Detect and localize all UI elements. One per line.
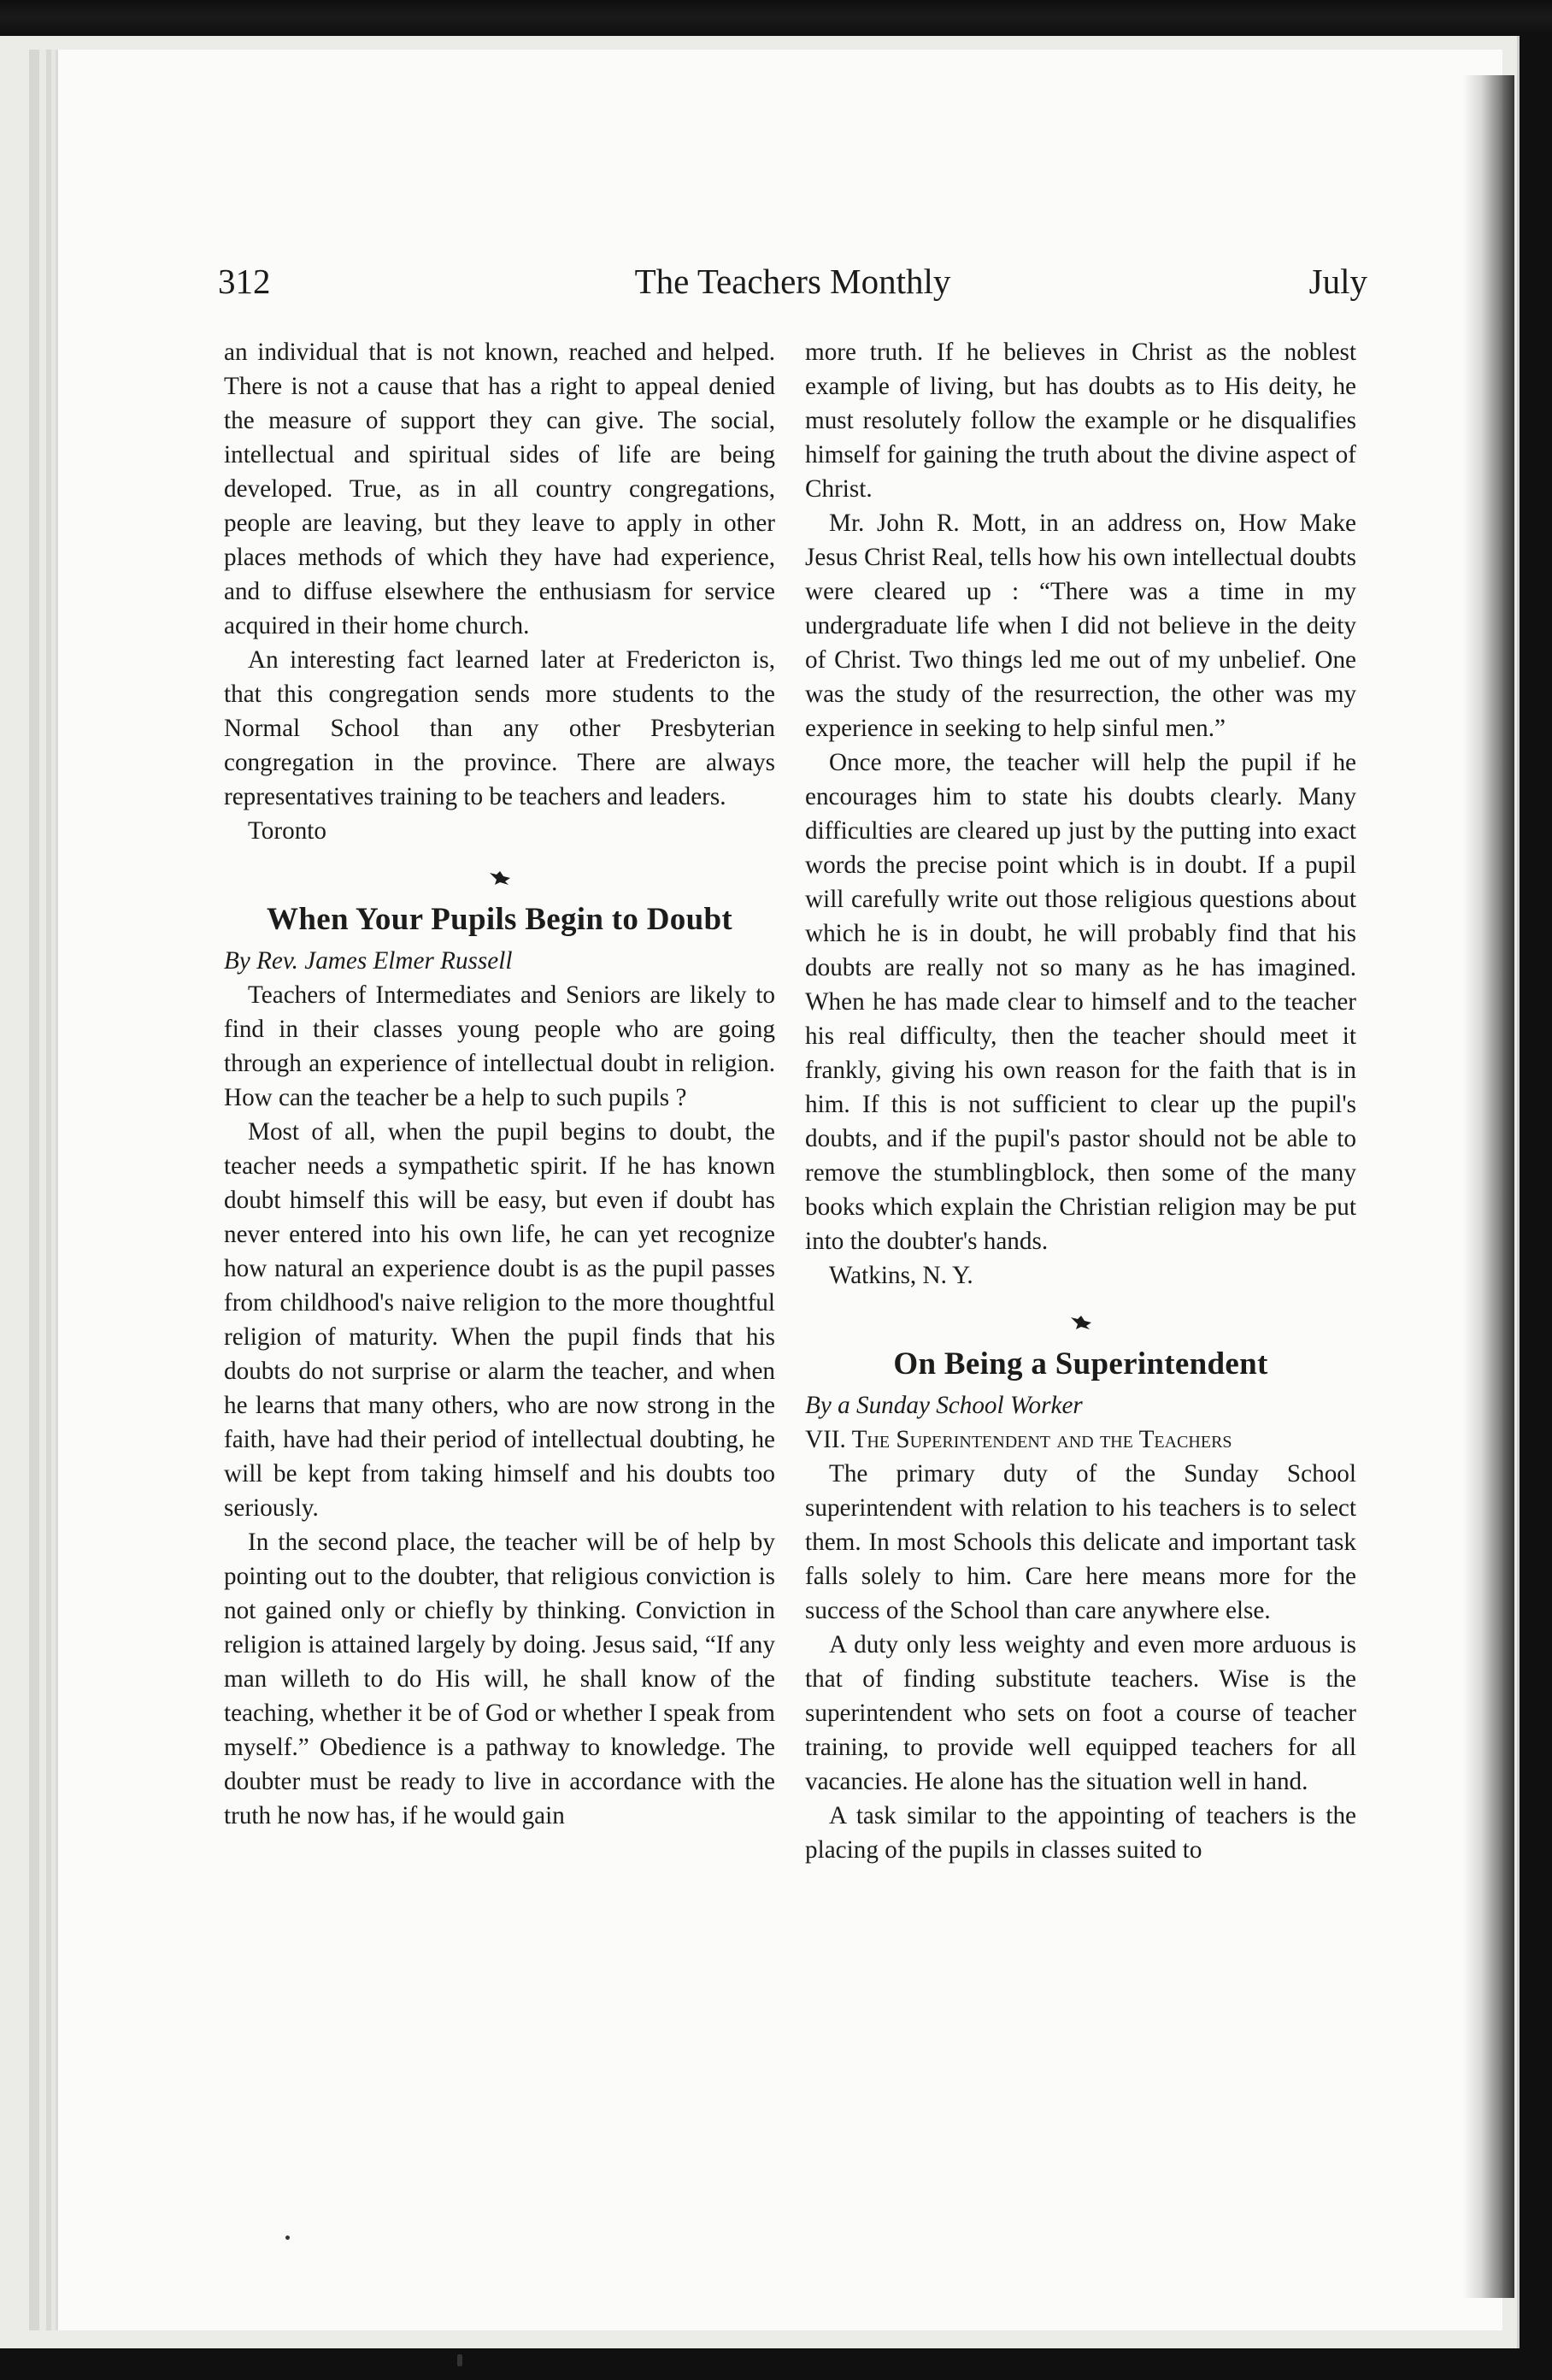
right-column <box>805 335 1356 1867</box>
paragraph: A duty only less weighty and even more arduous is that of finding substitute teachers. Wise is the superintendent who sets on foot a course of teacher training, to provide well equipped teachers for all vacancies. He alone has the situation well in hand. <box>805 1631 1356 1795</box>
paragraph: Teachers of Intermediates and Seniors are likely to find in their classes young people who are going through an experience of intellectual doubt in religion. How can the teacher be a help to such pupils ? <box>224 981 775 1111</box>
page-edge-shadow <box>1463 75 1514 2298</box>
publication-title: The Teachers Monthly <box>634 262 951 301</box>
scan-speck <box>457 2354 462 2366</box>
signoff: Toronto <box>248 817 326 845</box>
article-title: On Being a Superintendent <box>893 1346 1268 1381</box>
paragraph: In the second place, the teacher will be of help by pointing out to the doubter, that religious conviction is not gained only or chiefly by thinking. Conviction in religion is attained largely by doing. Jesus said, “If any man willeth to do His will, he shall know of the teaching, whether it be of God or whether I speak from myself.” Obedience is a pathway to knowledge. The doubter must be ready to live in accordance with the truth he now has, if he would gain <box>224 1529 775 1829</box>
paragraph: An interesting fact learned later at Fredericton is, that this congregation sends more students to the Normal School than any other Presbyterian congregation in the province. There are always representatives training to be teachers and leaders. <box>224 646 775 810</box>
byline: By Rev. James Elmer Russell <box>224 947 513 975</box>
paragraph: more truth. If he believes in Christ as the noblest example of living, but has doubts as to His deity, he must resolutely follow the example or he disqualifies himself for gaining the truth about the divine aspect of Christ. <box>805 339 1356 503</box>
running-header <box>218 261 1367 309</box>
paragraph: Most of all, when the pupil begins to doubt, the teacher needs a sympathetic spirit. If he has known doubt himself this will be easy, but even if doubt has never entered into his own life, he can yet recognize how natural an experience doubt is as the pupil passes from childhood's naive religion to the more thoughtful religion of maturity. When the pupil finds that his doubts do not surprise or alarm the teacher, and when he learns that many others, who are now strong in the faith, have had their period of intellectual doubting, he will be kept from taking himself and his doubts too seriously. <box>224 1118 775 1522</box>
paragraph: Once more, the teacher will help the pupil if he encourages him to state his doubts clearly. Many difficulties are cleared up just by the putting into exact words the precise point which is in doubt. If a pupil will carefully write out those religious questions about which he is in doubt, he will probably find that his doubts are really not so many as he has imagined. When he has made clear to himself and to the teacher his real difficulty, then the teacher should meet it frankly, giving his own reason for the faith that is in him. If this is not sufficient to clear up the pupil's doubts, and if the pupil's pastor should not be able to remove the stumblingblock, then some of the many books which explain the Christian religion may be put into the doubter's hands. <box>805 749 1356 1255</box>
paragraph: A task similar to the appointing of teachers is the placing of the pupils in classes suited to <box>805 1802 1356 1864</box>
article-title: When Your Pupils Begin to Doubt <box>267 902 732 937</box>
issue-month: July <box>1308 262 1367 301</box>
ornament-icon <box>224 848 775 899</box>
left-column <box>224 335 775 1833</box>
ornament-icon <box>805 1293 1356 1344</box>
scan-speck <box>285 2236 290 2240</box>
section-subheading: VII. The Superintendent and the Teachers <box>805 1426 1232 1453</box>
signoff: Watkins, N. Y. <box>829 1262 973 1289</box>
paragraph: The primary duty of the Sunday School superintendent with relation to his teachers is to select them. In most Schools this delicate and important task falls solely to him. Care here means more for the success of the School than care anywhere else. <box>805 1460 1356 1624</box>
page-number: 312 <box>218 262 271 301</box>
paragraph: an individual that is not known, reached and helped. There is not a cause that has a right to appeal denied the measure of support they can give. The social, intellectual and spiritual sides of life are being developed. True, as in all country congregations, people are leaving, but they leave to apply in other places methods of which they have had experience, and to diffuse elsewhere the enthusiasm for service acquired in their home church. <box>224 339 775 639</box>
byline: By a Sunday School Worker <box>805 1392 1083 1419</box>
paragraph: Mr. John R. Mott, in an address on, How Make Jesus Christ Real, tells how his own intellectual doubts were cleared up : “There was a time in my undergraduate life when I did not believe in the deity of Christ. Two things led me out of my unbelief. One was the study of the resurrection, the other was my experience in seeking to help sinful men.” <box>805 510 1356 742</box>
